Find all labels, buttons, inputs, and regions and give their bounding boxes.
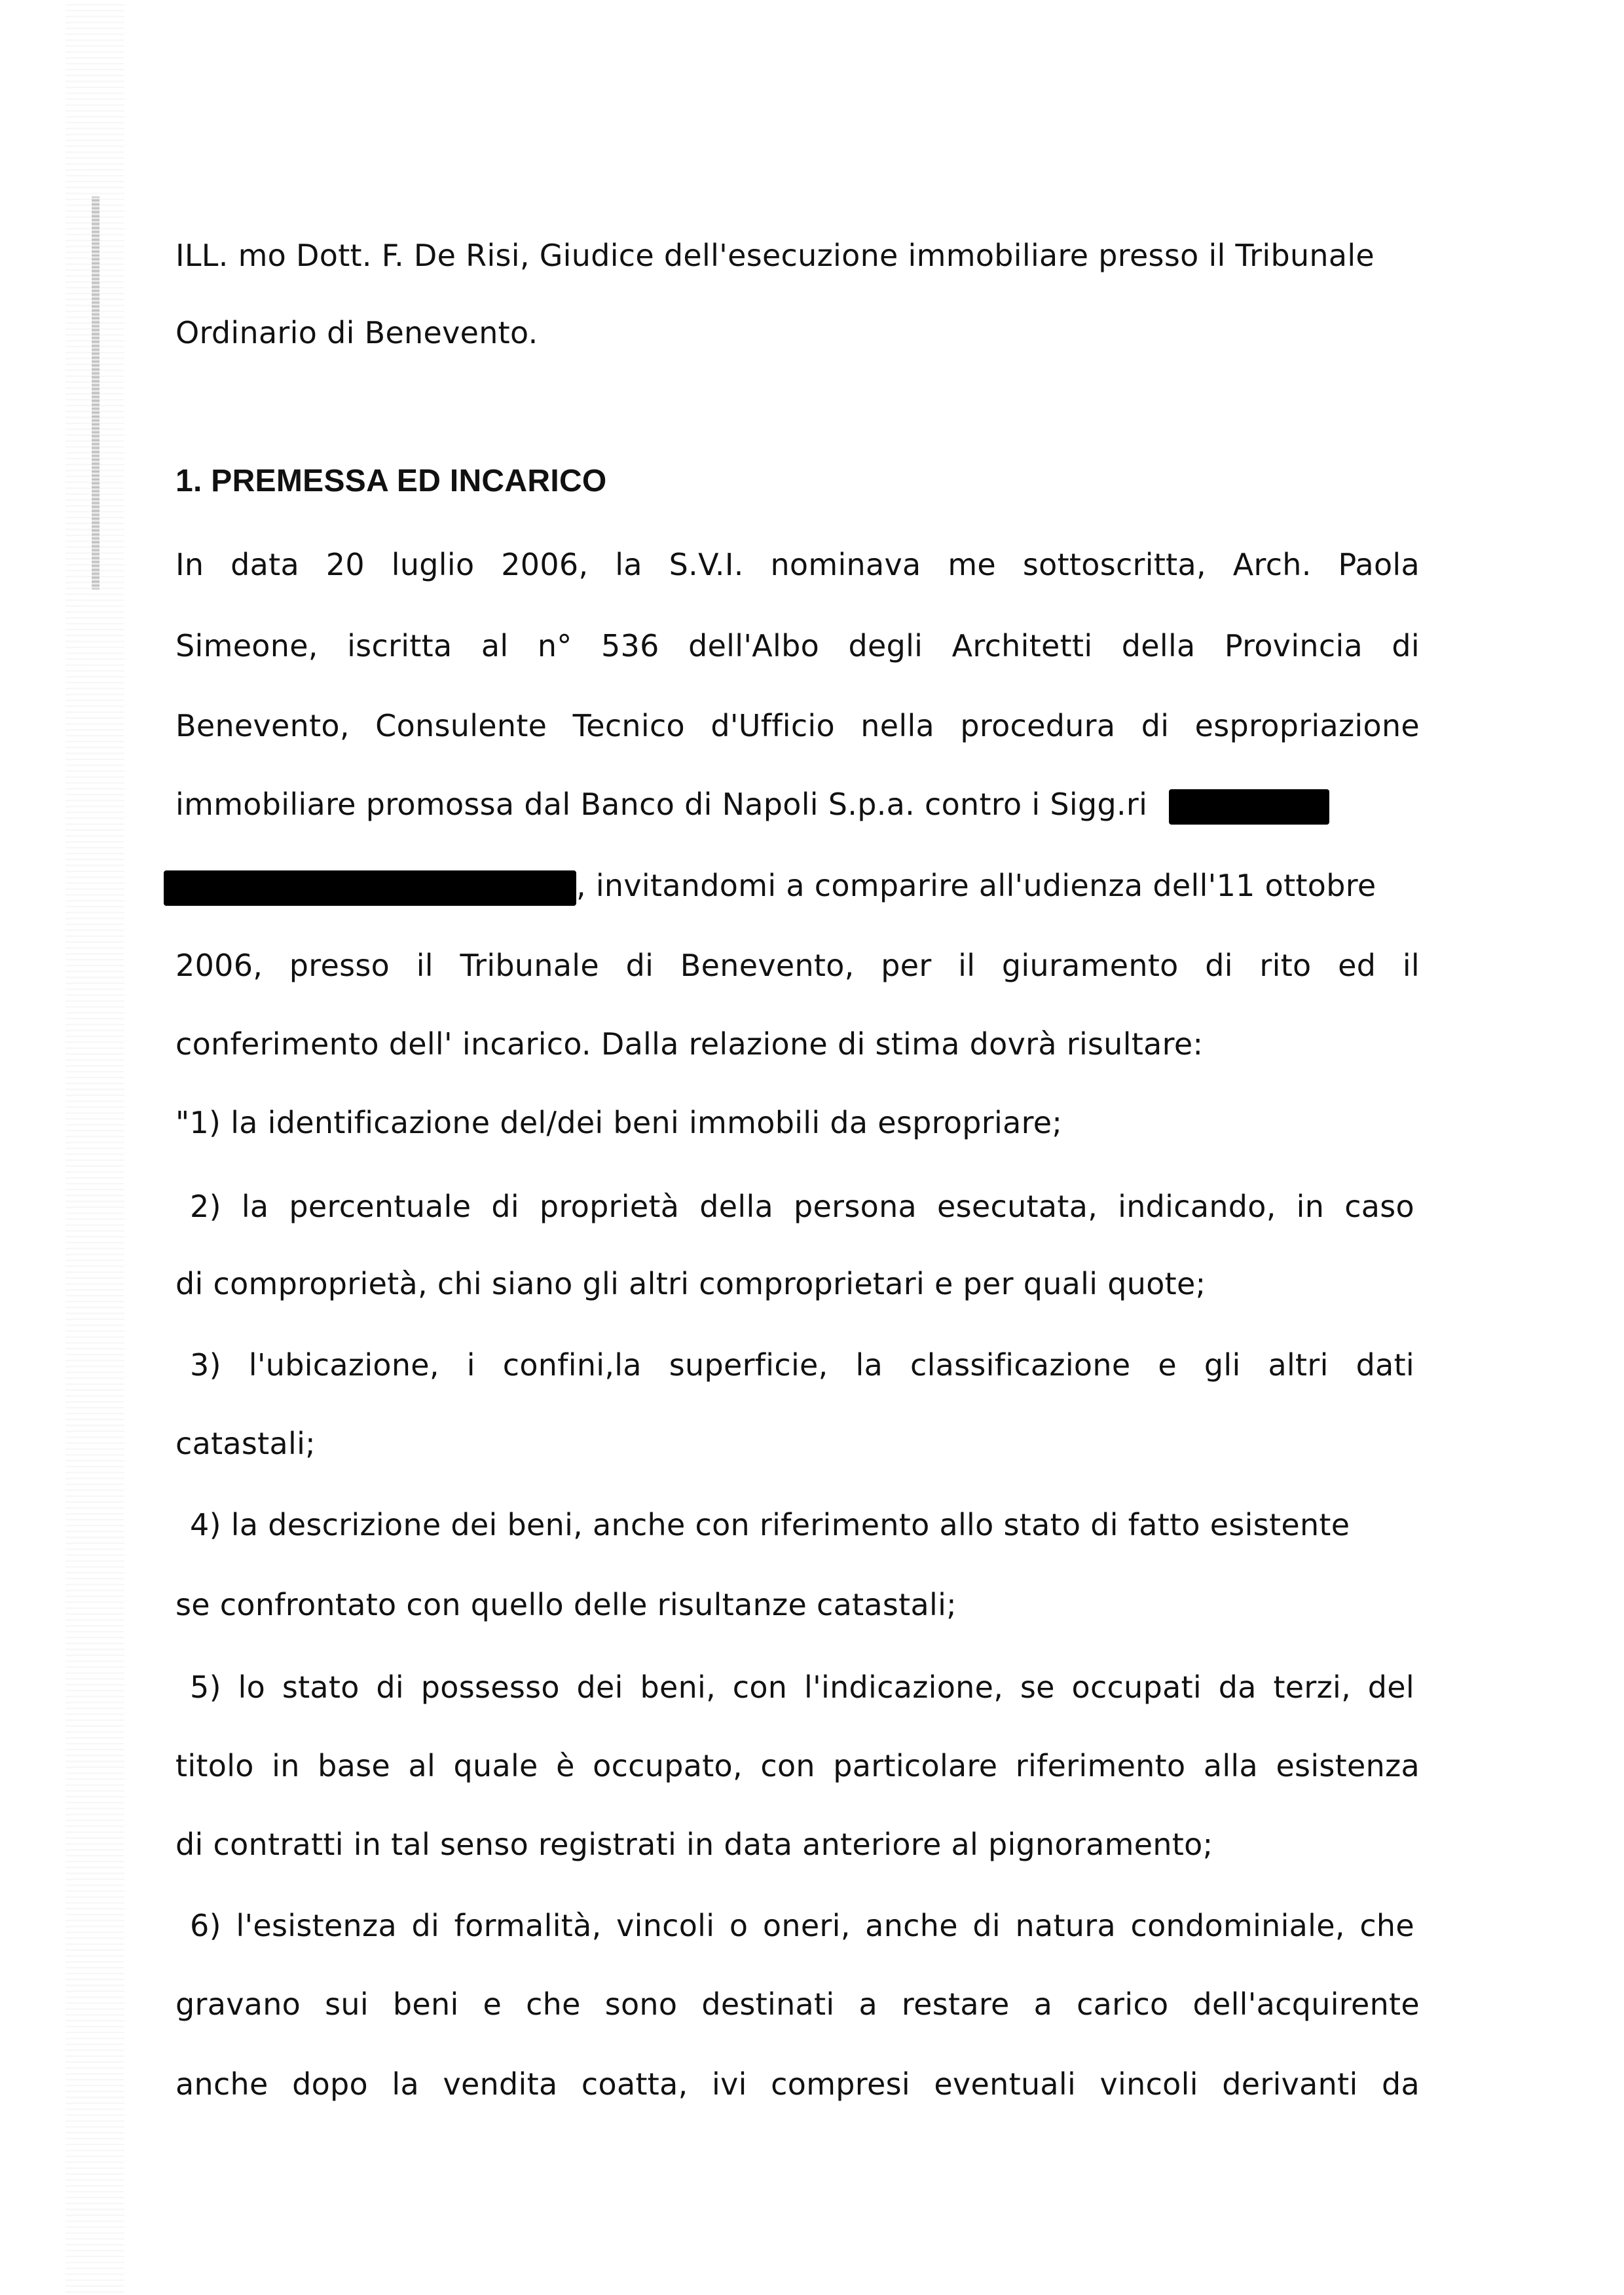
paragraph-line-5: , invitandomi a comparire all'udienza dell'11 ottobre — [576, 868, 1376, 903]
list-line-3: di comproprietà, chi siano gli altri comproprietari e per quali quote; — [175, 1266, 1206, 1301]
paragraph-line-7: conferimento dell' incarico. Dalla relazione di stima dovrà risultare: — [175, 1026, 1204, 1062]
list-line-13: anche dopo la vendita coatta, ivi compresi eventuali vincoli derivanti da — [175, 2066, 1420, 2102]
paragraph-line-4: immobiliare promossa dal Banco di Napoli S.p.a. contro i Sigg.ri — [175, 787, 1148, 822]
addressee-line-2: Ordinario di Benevento. — [175, 315, 538, 350]
list-line-4: 3) l'ubicazione, i confini,la superficie, la classificazione e gli altri dati — [190, 1347, 1414, 1383]
paragraph-line-6: 2006, presso il Tribunale di Benevento, per il giuramento di rito ed il — [175, 948, 1420, 983]
list-line-8: 5) lo stato di possesso dei beni, con l'indicazione, se occupati da terzi, del — [190, 1670, 1414, 1705]
list-line-10: di contratti in tal senso registrati in data anteriore al pignoramento; — [175, 1827, 1213, 1862]
addressee-line-1: ILL. mo Dott. F. De Risi, Giudice dell'esecuzione immobiliare presso il Tribunale — [175, 238, 1375, 273]
paragraph-line-4-row — [175, 785, 1329, 825]
list-line-5: catastali; — [175, 1426, 316, 1461]
section-heading: 1. PREMESSA ED INCARICO — [175, 464, 607, 498]
list-line-11: 6) l'esistenza di formalità, vincoli o oneri, anche di natura condominiale, che — [190, 1908, 1414, 1943]
paragraph-line-5-row — [164, 866, 1376, 906]
list-line-6: 4) la descrizione dei beni, anche con riferimento allo stato di fatto esistente — [190, 1507, 1350, 1542]
list-line-12: gravano sui beni e che sono destinati a restare a carico dell'acquirente — [175, 1987, 1420, 2022]
scan-edge-artifact — [65, 0, 124, 2295]
paragraph-line-2: Simeone, iscritta al n° 536 dell'Albo degli Architetti della Provincia di — [175, 628, 1420, 663]
list-line-2: 2) la percentuale di proprietà della persona esecutata, indicando, in caso — [190, 1189, 1414, 1224]
list-line-7: se confrontato con quello delle risultanze catastali; — [175, 1587, 957, 1622]
list-line-9: titolo in base al quale è occupato, con particolare riferimento alla esistenza — [175, 1748, 1420, 1783]
redaction-bar — [164, 870, 576, 906]
paragraph-line-1: In data 20 luglio 2006, la S.V.I. nominava me sottoscritta, Arch. Paola — [175, 547, 1420, 582]
paragraph-line-3: Benevento, Consulente Tecnico d'Ufficio nella procedura di espropriazione — [175, 708, 1420, 743]
redaction-bar — [1169, 789, 1329, 825]
list-line-1: "1) la identificazione del/dei beni immobili da espropriare; — [175, 1105, 1063, 1140]
